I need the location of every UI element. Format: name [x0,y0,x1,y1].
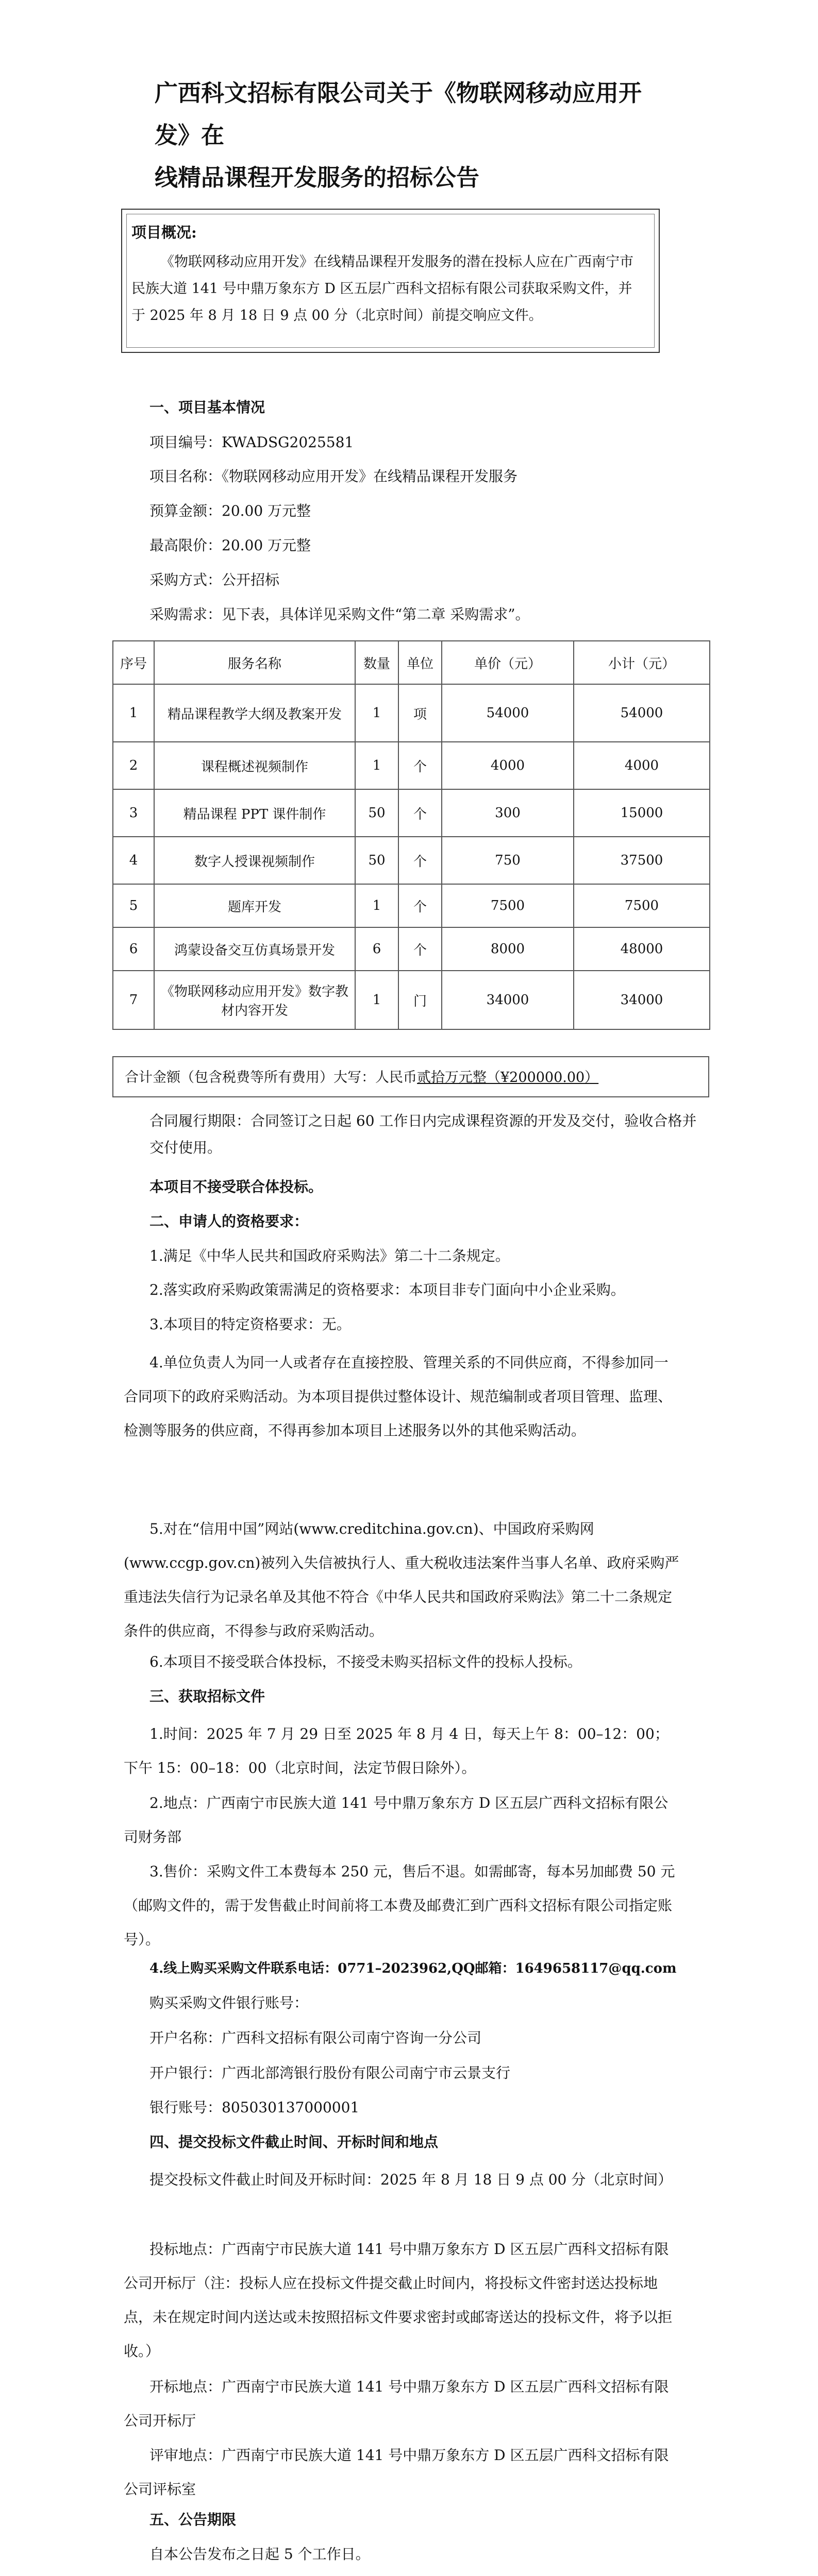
title-line-1: 广西科文招标有限公司关于《物联网移动应用开发》在 [155,79,642,149]
total-amount-number: （¥200000.00） [487,1070,599,1086]
table-cell: 门 [398,971,442,1029]
table-cell: 1 [113,684,154,742]
table-row [113,789,710,837]
qualification-3: 3.本项目的特定资格要求：无。 [149,1316,351,1333]
table-row [113,927,710,971]
table-cell: 个 [398,742,442,789]
table-cell: 1 [355,742,398,789]
bank-account-number: 银行账号：805030137000001 [149,2099,360,2116]
project-number: 项目编号：KWADSG2025581 [149,434,354,451]
section-3-heading: 三、获取招标文件 [149,1688,265,1705]
table-cell: 7 [113,971,154,1029]
qualification-2: 2.落实政府采购政策需满足的资格要求：本项目非专门面向中小企业采购。 [149,1281,625,1298]
table-cell: 7500 [574,884,710,927]
section-4-heading: 四、提交投标文件截止时间、开标时间和地点 [149,2133,439,2150]
procurement-requirement: 采购需求：见下表，具体详见采购文件“第二章 采购需求”。 [149,606,530,623]
qualification-5: 5.对在“信用中国”网站(www.creditchina.gov.cn)、中国政府采购网(www.ccgp.gov.cn)被列入失信被执行人、重大税收违法案件当事人名单、政府采购严重违法失信行为记录名单及其他不符合《中华人民共和国政府采购法》第二十二条规定条件的供应商，不得参与政府采购活动。 [124,1520,679,1639]
table-cell: 6 [113,927,154,971]
table-row [113,742,710,789]
table-header-row [113,641,710,684]
project-overview-box [121,209,660,353]
announcement-period: 自本公告发布之日起 5 个工作日。 [149,2546,370,2563]
table-cell: 3 [113,789,154,837]
table-cell: 50 [355,837,398,884]
header-cell: 序号 [113,641,154,684]
table-cell: 数字人授课视频制作 [154,837,355,884]
table-cell: 34000 [574,971,710,1029]
table-cell: 5 [113,884,154,927]
table-cell: 48000 [574,927,710,971]
project-name: 项目名称：《物联网移动应用开发》在线精品课程开发服务 [149,468,518,485]
bank-account-title: 购买采购文件银行账号： [149,1994,309,2011]
total-amount-box [112,1056,709,1097]
table-cell: 300 [442,789,574,837]
table-cell: 37500 [574,837,710,884]
header-cell: 小计（元） [574,641,710,684]
qualification-1: 1.满足《中华人民共和国政府采购法》第二十二条规定。 [149,1247,510,1264]
table-cell: 4 [113,837,154,884]
page-title [155,72,670,199]
table-cell: 50 [355,789,398,837]
title-line-2: 线精品课程开发服务的招标公告 [155,164,480,191]
evaluation-place: 评审地点：广西南宁市民族大道 141 号中鼎万象东方 D 区五层广西科文招标有限公司评标室 [124,2447,669,2498]
obtain-price: 3.售价：采购文件工本费每本 250 元，售后不退。如需邮寄，每本另加邮费 50 元（邮购文件的，需于发售截止时间前将工本费及邮费汇到广西科文招标有限公司指定账号）。 [124,1863,675,1948]
max-price: 最高限价：20.00 万元整 [149,537,311,554]
obtain-time: 1.时间：2025 年 7 月 29 日至 2025 年 8 月 4 日，每天上午 8：00–12：00；下午 15：00–18：00（北京时间，法定节假日除外）。 [124,1725,669,1776]
table-cell: 题库开发 [154,884,355,927]
header-cell: 数量 [355,641,398,684]
table-cell: 4000 [574,742,710,789]
qualification-4: 4.单位负责人为同一人或者存在直接控股、管理关系的不同供应商，不得参加同一合同项下的政府采购活动。为本项目提供过整体设计、规范编制或者项目管理、监理、检测等服务的供应商，不得再参加本项目上述服务以外的其他采购活动。 [124,1354,673,1439]
table-cell: 2 [113,742,154,789]
table-cell: 精品课程 PPT 课件制作 [154,789,355,837]
procurement-method: 采购方式：公开招标 [149,571,280,588]
table-cell: 课程概述视频制作 [154,742,355,789]
header-cell: 单位 [398,641,442,684]
table-cell: 项 [398,684,442,742]
table-cell: 《物联网移动应用开发》数字教材内容开发 [154,971,355,1029]
table-cell: 个 [398,927,442,971]
table-cell: 个 [398,837,442,884]
section-2-heading: 二、申请人的资格要求： [149,1213,309,1230]
table-cell: 个 [398,884,442,927]
table-row [113,971,710,1029]
budget-amount: 预算金额：20.00 万元整 [149,502,311,519]
table-cell: 1 [355,684,398,742]
opening-place: 开标地点：广西南宁市民族大道 141 号中鼎万象东方 D 区五层广西科文招标有限公司开标厅 [124,2378,669,2429]
submission-deadline: 提交投标文件截止时间及开标时间：2025 年 8 月 18 日 9 点 00 分（北京时间） [149,2171,673,2188]
submission-place: 投标地点：广西南宁市民族大道 141 号中鼎万象东方 D 区五层广西科文招标有限公司开标厅（注：投标人应在投标文件提交截止时间内，将投标文件密封送达投标地点，未在规定时间内送达或未按照招标文件要求密封或邮寄送达的投标文件，将予以拒收。） [124,2241,673,2360]
online-purchase-contact: 4.线上购买采购文件联系电话：0771–2023962,QQ邮箱：1649658117@qq.com [149,1961,677,1976]
qualification-6: 6.本项目不接受联合体投标，不接受未购买招标文件的投标人投标。 [149,1653,582,1670]
section-5-heading: 五、公告期限 [149,2511,237,2528]
header-cell: 服务名称 [154,641,355,684]
table-cell: 鸿蒙设备交互仿真场景开发 [154,927,355,971]
table-cell: 54000 [442,684,574,742]
table-cell: 4000 [442,742,574,789]
table-cell: 1 [355,884,398,927]
total-label: 合计金额（包含税费等所有费用）大写：人民币 [125,1070,417,1086]
contract-period: 合同履行期限：合同签订之日起 60 工作日内完成课程资源的开发及交付，验收合格并交付使用。 [149,1112,697,1156]
items-table [112,640,710,1030]
obtain-place: 2.地点：广西南宁市民族大道 141 号中鼎万象东方 D 区五层广西科文招标有限公司财务部 [124,1794,669,1845]
total-amount-words: 贰拾万元整 [417,1070,487,1086]
bank-name: 开户银行：广西北部湾银行股份有限公司南宁市云景支行 [149,2064,511,2081]
project-overview-heading: 项目概况: [131,224,197,241]
table-cell: 34000 [442,971,574,1029]
project-overview-text: 《物联网移动应用开发》在线精品课程开发服务的潜在投标人应在广西南宁市民族大道 141 号中鼎万象东方 D 区五层广西科文招标有限公司获取采购文件，并于 2025 年 8 月 18 日 9 点 00 分（北京时间）前提交响应文件。 [131,254,633,324]
table-cell: 7500 [442,884,574,927]
table-cell: 1 [355,971,398,1029]
header-cell: 单价（元） [442,641,574,684]
table-row [113,837,710,884]
table-cell: 54000 [574,684,710,742]
bank-account-name: 开户名称：广西科文招标有限公司南宁咨询一分公司 [149,2029,482,2046]
table-row [113,684,710,742]
table-cell: 750 [442,837,574,884]
table-cell: 精品课程教学大纲及教案开发 [154,684,355,742]
section-1-heading: 一、项目基本情况 [149,399,265,416]
table-cell: 6 [355,927,398,971]
table-cell: 8000 [442,927,574,971]
table-cell: 15000 [574,789,710,837]
table-cell: 个 [398,789,442,837]
table-row [113,884,710,927]
total-amount [125,1064,598,1091]
no-consortium-note: 本项目不接受联合体投标。 [149,1178,323,1195]
